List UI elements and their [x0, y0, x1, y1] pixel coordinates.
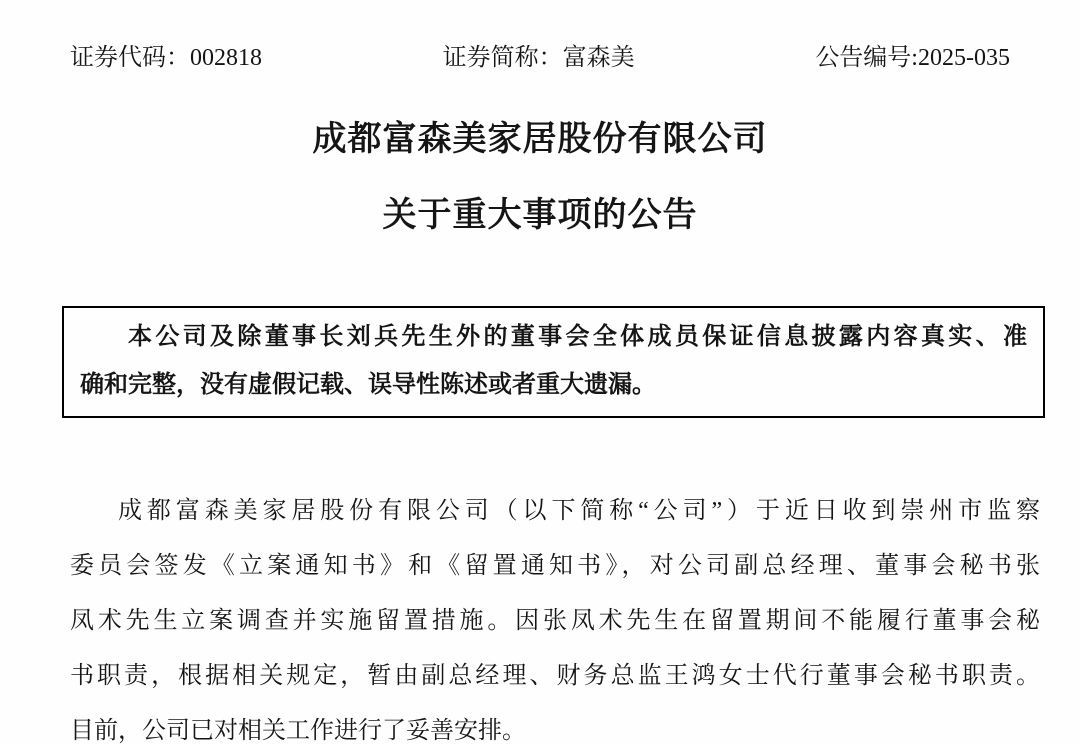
disclaimer-line: 本公司及除董事长刘兵先生外的董事会全体成员保证信息披露内容真实、准: [128, 324, 1027, 350]
body-line: 书职责，根据相关规定，暂由副总经理、财务总监王鸿女士代行董事会秘书职责。: [70, 663, 1040, 689]
stock-name-label: 证券简称：富森美: [442, 45, 635, 71]
company-title: 成都富森美家居股份有限公司: [312, 121, 768, 158]
body-line: 目前，公司已对相关工作进行了妥善安排。: [70, 718, 526, 744]
body-paragraph: [70, 484, 1040, 745]
body-line: 成都富森美家居股份有限公司（以下简称“公司”）于近日收到崇州市监察: [118, 498, 1040, 524]
body-line: 凤术先生立案调查并实施留置措施。因张凤术先生在留置期间不能履行董事会秘: [70, 608, 1040, 634]
disclaimer-line: 确和完整，没有虚假记载、误导性陈述或者重大遗漏。: [80, 372, 656, 398]
stock-code-label: 证券代码：002818: [70, 45, 262, 71]
announcement-subject-title: 关于重大事项的公告: [382, 197, 698, 234]
body-line: 委员会签发《立案通知书》和《留置通知书》，对公司副总经理、董事会秘书张: [70, 553, 1040, 579]
disclaimer-box: [62, 306, 1045, 418]
header-meta-row: [70, 42, 1010, 74]
announcement-number-label: 公告编号:2025-035: [815, 45, 1010, 71]
